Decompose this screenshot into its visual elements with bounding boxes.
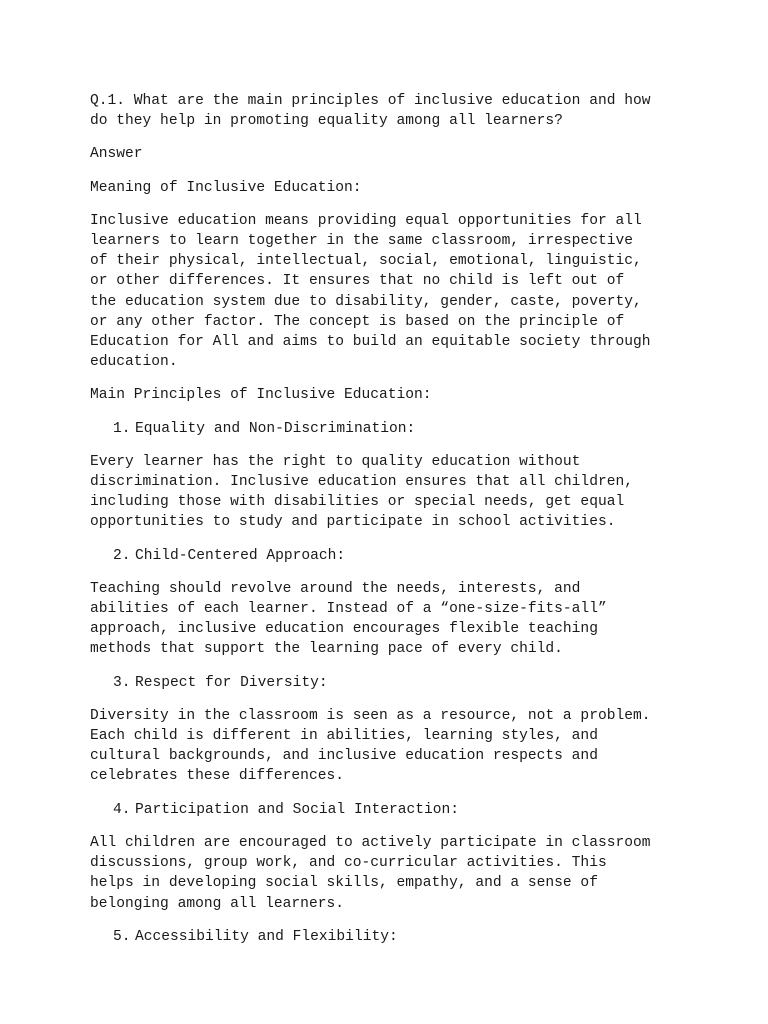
paragraph-line: Inclusive education means providing equal opportunities for all [90, 212, 642, 229]
list-item [90, 419, 690, 439]
paragraph-line: Teaching should revolve around the needs, interests, and [90, 580, 581, 597]
list-item-number: 3. [113, 674, 131, 691]
principle-paragraph [90, 452, 690, 533]
principle-paragraph [90, 833, 690, 914]
paragraph-line: Diversity in the classroom is seen as a resource, not a problem. [90, 707, 651, 724]
list-item-number: 5. [113, 928, 131, 945]
paragraph-line: helps in developing social skills, empathy, and a sense of [90, 875, 598, 892]
list-item [90, 800, 690, 820]
list-item-number: 2. [113, 547, 131, 564]
paragraph-line: or other differences. It ensures that no child is left out of [90, 273, 625, 290]
list-item-number: 1. [113, 420, 131, 437]
document-page [90, 91, 690, 960]
paragraph-line: Education for All and aims to build an equitable society through [90, 334, 651, 351]
paragraph-line: opportunities to study and participate in school activities. [90, 514, 616, 531]
question-line: do they help in promoting equality among all learners? [90, 113, 563, 130]
paragraph-line: approach, inclusive education encourages flexible teaching [90, 621, 598, 638]
meaning-paragraph [90, 211, 690, 373]
list-item [90, 546, 690, 566]
paragraph-line: of their physical, intellectual, social, emotional, linguistic, [90, 253, 642, 270]
paragraph-line: education. [90, 354, 178, 371]
answer-label: Answer [90, 146, 143, 163]
question-line: Q.1. What are the main principles of inclusive education and how [90, 93, 651, 109]
paragraph-line: Every learner has the right to quality education without [90, 453, 581, 470]
list-item-number: 4. [113, 801, 131, 818]
paragraph-line: discrimination. Inclusive education ensures that all children, [90, 474, 633, 491]
list-item-title: Participation and Social Interaction: [135, 801, 460, 818]
paragraph-line: belonging among all learners. [90, 895, 344, 912]
list-item [90, 927, 690, 947]
principles-heading: Main Principles of Inclusive Education: [90, 387, 432, 404]
meaning-heading: Meaning of Inclusive Education: [90, 179, 362, 196]
paragraph-line: abilities of each learner. Instead of a “one-size-fits-all” [90, 601, 607, 618]
principle-paragraph [90, 579, 690, 660]
paragraph-line: All children are encouraged to actively participate in classroom [90, 834, 651, 851]
principle-paragraph [90, 706, 690, 787]
paragraph-line: or any other factor. The concept is based on the principle of [90, 313, 625, 330]
question-text [90, 91, 690, 131]
list-item-title: Respect for Diversity: [135, 674, 328, 691]
list-item-title: Equality and Non-Discrimination: [135, 420, 416, 437]
list-item-title: Child-Centered Approach: [135, 547, 346, 564]
list-item [90, 673, 690, 693]
list-item-title: Accessibility and Flexibility: [135, 928, 398, 945]
paragraph-line: discussions, group work, and co-curricular activities. This [90, 855, 607, 872]
paragraph-line: including those with disabilities or special needs, get equal [90, 494, 625, 511]
paragraph-line: methods that support the learning pace of every child. [90, 641, 563, 658]
paragraph-line: Each child is different in abilities, learning styles, and [90, 728, 598, 745]
paragraph-line: celebrates these differences. [90, 768, 344, 785]
paragraph-line: cultural backgrounds, and inclusive education respects and [90, 748, 598, 765]
paragraph-line: learners to learn together in the same classroom, irrespective [90, 233, 633, 250]
paragraph-line: the education system due to disability, gender, caste, poverty, [90, 293, 642, 310]
